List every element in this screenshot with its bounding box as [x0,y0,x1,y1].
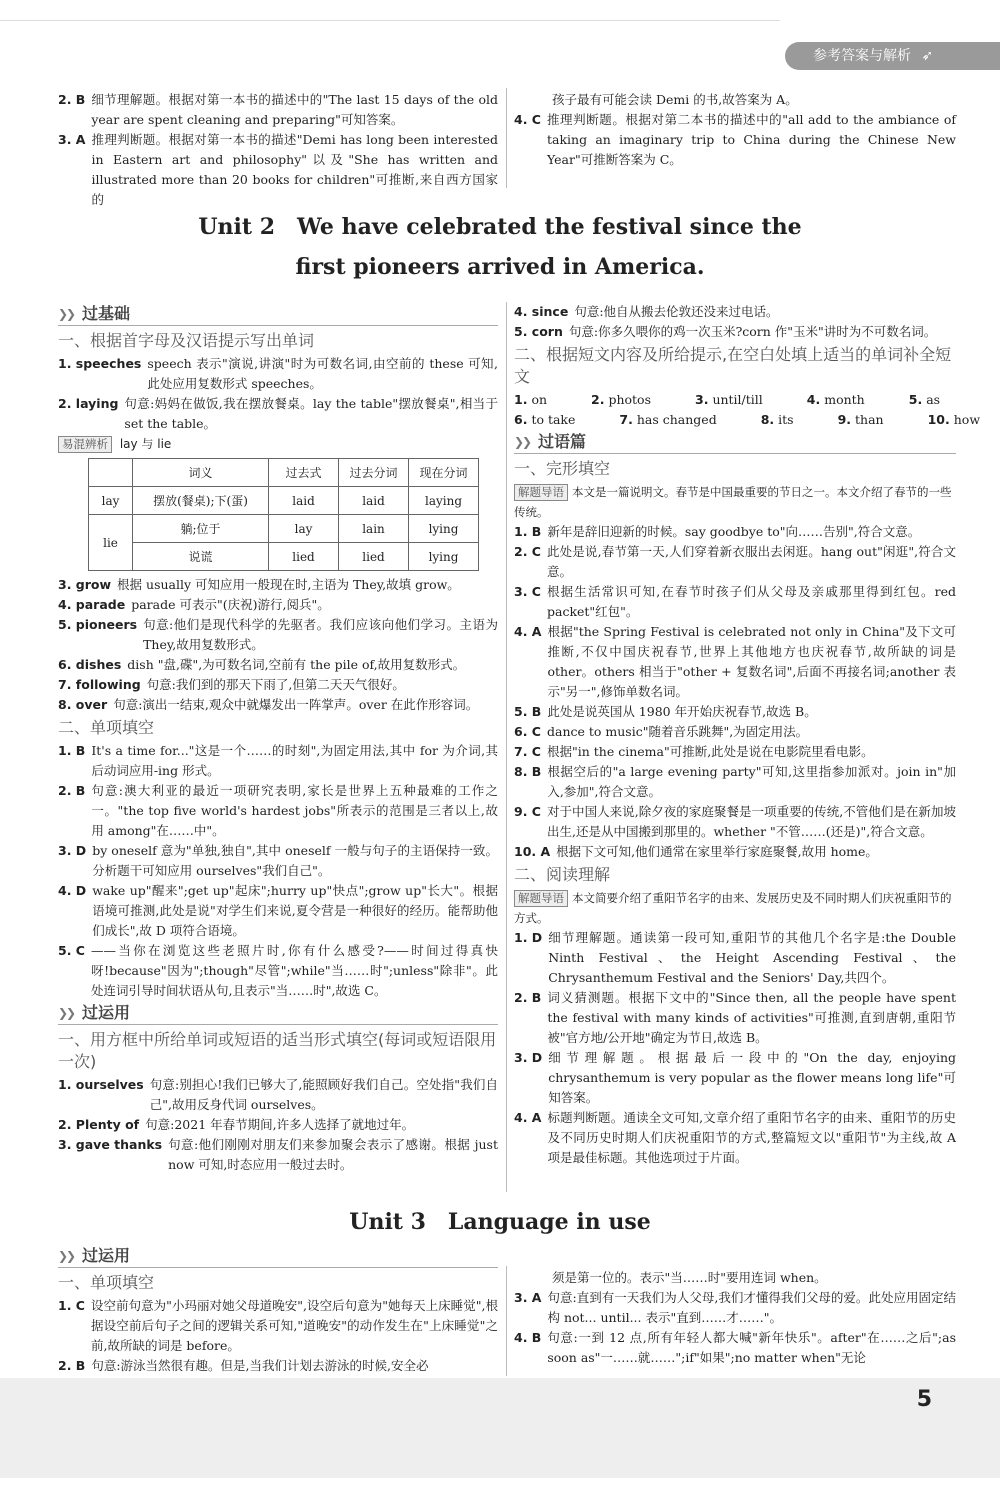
list-item: 4. B 句意:一到 12 点,所有年轻人都大喊"新年快乐"。after"在……之后";as soon as"一……就……";if"如果";no matter when"无论 [514,1330,956,1365]
column-divider [506,88,507,188]
list-item: 5. C ——当你在浏览这些老照片时,你有什么感受?——时间过得真快呀!because"因为";though"尽管";while"当……时";unless"除非"。此处连词引导时间状语从句,且表示"当……时",故选 C。 [58,943,498,998]
fill-answer: 7. has changed [619,412,717,427]
rocket-icon: ➶ [921,48,934,64]
column-divider [506,1266,507,1376]
header-tab [785,42,1000,70]
table-row [89,543,479,571]
footer-band [0,1378,1000,1478]
list-item: 3. C 根据生活常识可知,在春节时孩子们从父母及亲戚那里得到红包。red packet"红包"。 [514,584,956,619]
list-item: 1. speeches speech 表示"演说,讲演"时为可数名词,由空前的 these 可知,此处应用复数形式 speeches。 [58,356,498,391]
list-item: 10. A 根据下文可知,他们通常在家里举行家庭聚餐,故用 home。 [514,844,878,859]
table-cell: lie [89,515,133,571]
table-header: 过去式 [269,459,339,487]
fill-answer: 4. month [806,392,865,407]
table-cell: 躺;位于 [133,515,269,543]
table-header-row [89,459,479,487]
wing-icon: ❯❯ [514,434,531,449]
list-item: 2. Plenty of 句意:2021 年春节期间,许多人选择了就地过年。 [58,1117,415,1132]
cloze-guide: 解题导语 本文是一篇说明文。春节是中国最重要的节日之一。本文介绍了春节的一些传统。 [514,485,952,519]
table-cell: lay [269,515,339,543]
fill-answers-row1 [514,390,956,410]
list-item: 1. ourselves 句意:别担心!我们已够大了,能照顾好我们自己。空处指"我们自己",故用反身代词 ourselves。 [58,1077,498,1112]
table-header: 现在分词 [409,459,479,487]
list-item: 2. C 此处是说,春节第一天,人们穿着新衣服出去闲逛。hang out"闲逛",符合文意。 [514,544,956,579]
part-heading: 一、单项填空 [58,1273,155,1292]
list-item: 8. B 根据空后的"a large evening party"可知,这里指参加派对。join in"加入,参加",符合文意。 [514,764,956,799]
list-item: 1. C 设空前句意为"小玛丽对她父母道晚安",设空后句意为"她每天上床睡觉",根据设空前后句子之间的逻辑关系可知,"道晚安"的动作发生在"上床睡觉"之前,故所缺的词是 before。 [58,1298,498,1353]
fill-answer: 8. its [760,412,794,427]
fill-answer: 6. to take [514,412,576,427]
list-item: 3. gave thanks 句意:他们刚刚对朋友们来参加聚会表示了感谢。根据 just now 可知,时态应用一般过去时。 [58,1137,498,1172]
table-header: 过去分词 [339,459,409,487]
list-item: 4. C 推理判断题。根据对第二本书的描述中的"all add to the ambiance of taking an imaginary trip to China during the Chinese New Year"可推断答案为 C。 [514,112,956,167]
list-item: 1. D 细节理解题。通读第一段可知,重阳节的其他几个名字是:the Double Ninth Festival、the Height Ascending Festival、the Chrysanthemum Festival and the Seniors' Day,共四个。 [514,930,956,985]
column-divider [506,302,507,1192]
confuse-note [58,434,498,454]
unit2-left-column [58,302,498,1175]
guide-tag: 解题导语 [514,484,568,501]
list-item: 6. C dance to music"随着音乐跳舞",为固定用法。 [514,724,809,739]
table-cell: lying [409,543,479,571]
confuse-title: lay 与 lie [119,437,172,451]
list-item: 5. B 此处是说英国从 1980 年开始庆祝春节,故选 B。 [514,704,817,719]
top-left-column [58,90,498,210]
list-item: 1. B It's a time for..."这是一个……的时刻",为固定用法,其中 for 为介词,其后动词应用-ing 形式。 [58,743,498,778]
part-heading: 一、用方框中所给单词或短语的适当形式填空(每词或短语限用一次) [58,1030,497,1071]
confuse-tag: 易混辨析 [58,436,112,453]
part-heading: 一、根据首字母及汉语提示写出单词 [58,331,315,350]
wing-icon: ❯❯ [58,1248,75,1263]
unit3-right-column [514,1268,956,1368]
list-item: 2. B 句意:澳大利亚的最近一项研究表明,家长是世界上五种最难的工作之一。"the top five world's hardest jobs"所表示的范围是三者以上,故用 among"在……中"。 [58,783,498,838]
list-item: 3. D by oneself 意为"单独,独自",其中 oneself 一般与句子的主语保持一致。分析题干可知应用 ourselves"我们自己"。 [58,843,498,878]
fill-answer: 5. as [908,392,941,407]
table-cell: lying [409,515,479,543]
list-item: 2. B 词义猜测题。根据下文中的"Since then, all the people have spent the festival with many kinds of activities"可推测,直到唐朝,重阳节被"官方地/公开地"确定为节日,故选 B。 [514,990,956,1045]
header-tab-label: 参考答案与解析 [813,48,911,64]
list-item: 7. C 根据"in the cinema"可推断,此处是说在电影院里看电影。 [514,744,874,759]
header-rule [0,20,780,21]
list-item: 4. since 句意:他自从搬去伦敦还没来过电话。 [514,304,779,319]
list-item: 2. B 细节理解题。根据对第一本书的描述中的"The last 15 days of the old year are spent cleaning and preparing"可知答案。 [58,92,498,127]
list-item: 4. A 标题判断题。通读全文可知,文章介绍了重阳节名字的由来、重阳节的历史及不同历史时期人们庆祝重阳节的方式,整篇短文以"重阳节"为主线,故 A 项是最佳标题。其他选项过于片面。 [514,1110,956,1165]
table-cell: lay [89,487,133,515]
list-item: 2. laying 句意:妈妈在做饭,我在摆放餐桌。lay the table"摆放餐桌",相当于 set the table。 [58,396,498,431]
fill-answer: 2. photos [591,392,651,407]
fill-answer: 9. than [837,412,884,427]
section-heading: ❯❯ 过基础 [58,302,498,326]
table-row [89,515,479,543]
part-heading: 二、根据短文内容及所给提示,在空白处填上适当的单词补全短文 [514,345,952,386]
section-heading: ❯❯ 过语篇 [514,430,956,454]
table-cell: laid [269,487,339,515]
unit2-title-line1: Unit 2 We have celebrated the festival since the [198,214,802,240]
table-cell: lain [339,515,409,543]
section-heading: ❯❯ 过运用 [58,1244,498,1268]
list-item: 1. B 新年是辞旧迎新的时候。say goodbye to"向……告别",符合文意。 [514,524,921,539]
fill-answers-row2 [514,410,981,430]
continued-text: 须是第一位的。表示"当……时"要用连词 when。 [552,1270,827,1285]
part-heading: 一、完形填空 [514,459,611,478]
page-number: 5 [916,1387,932,1412]
list-item: 5. pioneers 句意:他们是现代科学的先驱者。我们应该向他们学习。主语为 They,故用复数形式。 [58,617,498,652]
lay-lie-table [88,458,479,571]
list-item: 6. dishes dish "盘,碟",为可数名词,空前有 the pile of,故用复数形式。 [58,657,466,672]
part-heading: 二、单项填空 [58,718,155,737]
table-cell: laid [339,487,409,515]
list-item: 5. corn 句意:你多久喂你的鸡一次玉米?corn 作"玉米"讲时为不可数名词。 [514,324,937,339]
table-cell: 摆放(餐桌);下(蛋) [133,487,269,515]
fill-answer: 1. on [514,392,548,407]
table-cell: laying [409,487,479,515]
table-header [89,459,133,487]
unit2-title-line2: first pioneers arrived in America. [295,254,705,280]
table-cell: 说谎 [133,543,269,571]
list-item: 4. parade parade 可表示"(庆祝)游行,阅兵"。 [58,597,330,612]
fill-answer: 10. how [927,412,981,427]
fill-answer: 3. until/till [695,392,763,407]
list-item: 4. A 根据"the Spring Festival is celebrated not only in China"及下文可推断,不仅中国庆祝春节,世界上其他地方也庆祝春节,故所缺的词是 other。others 相当于"other + 复数名词",后面不再接名词;another 表示"另一",修饰单数名词。 [514,624,956,699]
list-item: 2. B 句意:游泳当然很有趣。但是,当我们计划去游泳的时候,安全必 [58,1358,429,1373]
list-item: 4. D wake up"醒来";get up"起床";hurry up"快点";grow up"长大"。根据语境可推测,此处是说"对学生们来说,夏令营是一种很好的经历。能帮助他们成长",故 D 项符合语境。 [58,883,498,938]
list-item: 3. grow 根据 usually 可知应用一般现在时,主语为 They,故填 grow。 [58,577,460,592]
table-cell: lied [269,543,339,571]
part-heading: 二、阅读理解 [514,865,611,884]
list-item: 8. over 句意:演出一结束,观众中就爆发出一阵掌声。over 在此作形容词。 [58,697,479,712]
unit3-left-column [58,1244,498,1376]
list-item: 7. following 句意:我们到的那天下雨了,但第二天天气很好。 [58,677,405,692]
list-item: 3. A 推理判断题。根据对第一本书的描述"Demi has long been interested in Eastern art and philosophy"以及"She has written and illustrated more than 20 books for children"可推断,来自西方国家的 [58,132,498,207]
list-item: 3. D 细节理解题。根据最后一段中的"On the day, enjoying chrysanthemum is very popular as the flower means long life"可知答案。 [514,1050,956,1105]
reading-guide: 解题导语 本文简要介绍了重阳节名字的由来、发展历史及不同时期人们庆祝重阳节的方式。 [514,891,952,925]
list-item: 9. C 对于中国人来说,除夕夜的家庭聚餐是一项重要的传统,不管他们是在新加坡出生,还是从中国搬到那里的。whether "不管……(还是)",符合文意。 [514,804,956,839]
top-right-column [514,90,956,170]
guide-tag: 解题导语 [514,890,568,907]
table-header: 词义 [133,459,269,487]
wing-icon: ❯❯ [58,306,75,321]
unit2-right-column [514,302,981,1168]
section-heading: ❯❯ 过运用 [58,1001,498,1025]
wing-icon: ❯❯ [58,1005,75,1020]
unit3-title: Unit 3 Language in use [349,1209,651,1235]
table-cell: lied [339,543,409,571]
list-item: 3. A 句意:直到有一天我们为人父母,我们才懂得我们父母的爱。此处应用固定结构 not... until... 表示"直到……才……"。 [514,1290,956,1325]
table-row [89,487,479,515]
continued-text: 孩子最有可能会读 Demi 的书,故答案为 A。 [552,92,798,107]
